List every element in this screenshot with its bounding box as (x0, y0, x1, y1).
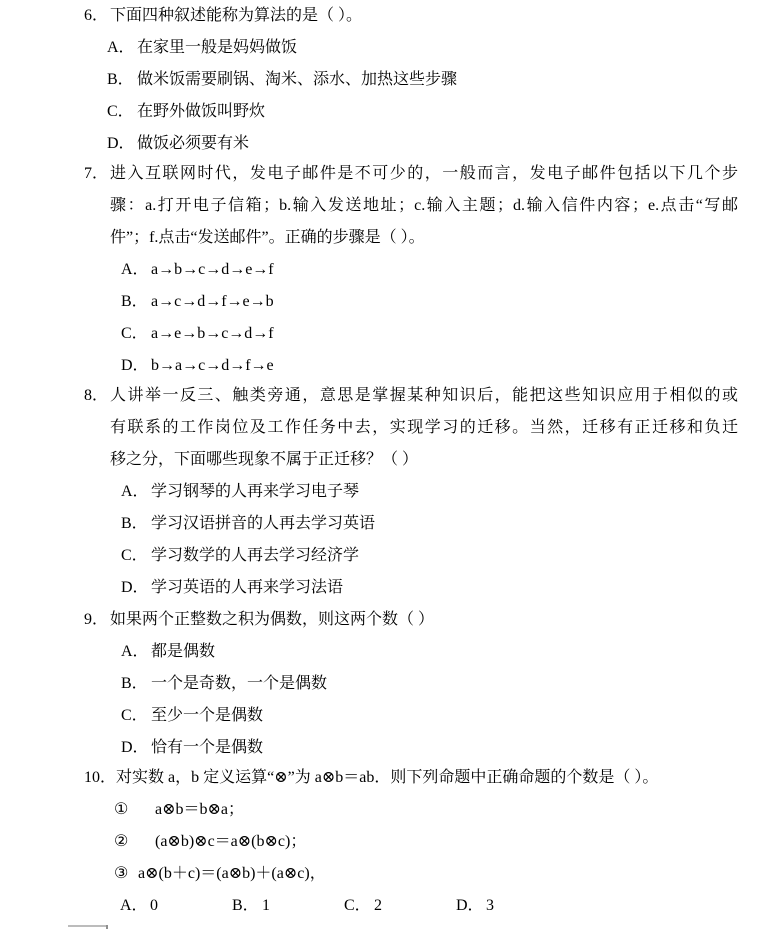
question-7 (0, 158, 783, 382)
option-text: 都是偶数 (151, 643, 216, 660)
option-label: D． (121, 357, 149, 374)
option-label: A． (120, 897, 148, 914)
question-9-stem (110, 604, 738, 636)
cropped-table-edge-artifact (68, 925, 108, 927)
question-6-stem (110, 0, 738, 32)
option-label: C． (107, 103, 134, 120)
option-text: 在家里一般是妈妈做饭 (137, 39, 298, 56)
option-text: a→e→b→c→d→f (151, 325, 274, 342)
option-text: a→b→c→d→e→f (151, 261, 274, 278)
option-text: 学习钢琴的人再来学习电子琴 (151, 483, 360, 500)
question-9-stem-line: 如果两个正整数之积为偶数，则这两个数（ ） (110, 611, 435, 628)
question-6-stem-line: 下面四种叙述能称为算法的是（ ）。 (110, 7, 363, 24)
question-8 (0, 380, 783, 604)
option-label: B． (121, 675, 148, 692)
question-10 (0, 762, 783, 922)
question-7-stem-line: 骤：a.打开电子信箱；b.输入发送地址；c.输入主题；d.输入信件内容；e.点击“写邮 (110, 197, 738, 214)
option-text: 学习数学的人再去学习经济学 (151, 547, 360, 564)
question-7-option-c (121, 318, 783, 350)
question-8-option-b (121, 508, 783, 540)
question-6-option-a (107, 32, 783, 64)
option-text: a→c→d→f→e→b (151, 293, 274, 310)
option-label: C． (344, 897, 371, 914)
question-8-stem-line: 人讲举一反三、触类旁通，意思是掌握某种知识后，能把这些知识应用于相似的或 (110, 387, 738, 404)
question-8-stem-row (84, 380, 783, 476)
question-9-stem-row (84, 604, 783, 636)
question-7-option-b (121, 286, 783, 318)
option-label: D． (121, 739, 149, 756)
question-9-option-b (121, 668, 783, 700)
option-label: B． (107, 71, 134, 88)
question-8-stem-line: 移之分，下面哪些现象不属于正迁移？（ ） (110, 451, 419, 468)
question-10-stem (116, 762, 744, 794)
option-label: D． (121, 579, 149, 596)
option-text: 1 (262, 897, 270, 914)
question-8-stem (110, 380, 738, 476)
question-8-option-a (121, 476, 783, 508)
option-text: 3 (486, 897, 494, 914)
statement-text: a⊗(b＋c)＝(a⊗b)＋(a⊗c)， (138, 865, 326, 882)
question-10-stem-row (84, 762, 783, 794)
option-label: D． (456, 897, 484, 914)
question-7-stem-line: 件”；f.点击“发送邮件”。正确的步骤是（ ）。 (110, 229, 425, 246)
question-8-option-c (121, 540, 783, 572)
question-9 (0, 604, 783, 764)
question-6-option-b (107, 64, 783, 96)
question-7-number: 7． (84, 165, 109, 182)
question-7-stem-line: 进入互联网时代，发电子邮件是不可少的，一般而言，发电子邮件包括以下几个步 (110, 165, 738, 182)
option-label: A． (121, 261, 149, 278)
question-8-option-d (121, 572, 783, 604)
option-text: 一个是奇数，一个是偶数 (151, 675, 328, 692)
question-10-option-a (120, 890, 232, 922)
option-label: D． (107, 135, 135, 152)
question-7-option-a (121, 254, 783, 286)
question-10-statement-2 (114, 826, 783, 858)
statement-text: (a⊗b)⊗c＝a⊗(b⊗c)； (155, 833, 307, 850)
question-9-option-d (121, 732, 783, 764)
question-7-stem-row (84, 158, 783, 254)
option-label: B． (232, 897, 259, 914)
option-label: A． (121, 483, 149, 500)
option-text: 在野外做饭叫野炊 (137, 103, 266, 120)
option-label: A． (121, 643, 149, 660)
option-text: 2 (374, 897, 382, 914)
option-label: A． (107, 39, 135, 56)
question-10-statement-3 (114, 858, 783, 890)
question-9-option-a (121, 636, 783, 668)
question-6-option-c (107, 96, 783, 128)
question-10-stem-line: 对实数 a，b 定义运算“⊗”为 a⊗b＝ab．则下列命题中正确命题的个数是（ ）。 (116, 769, 659, 786)
question-10-statement-1 (114, 794, 783, 826)
question-10-number: 10． (84, 769, 117, 786)
question-6-option-d (107, 128, 783, 160)
question-8-stem-line: 有联系的工作岗位及工作任务中去，实现学习的迁移。当然，迁移有正迁移和负迁 (110, 419, 738, 436)
question-9-option-c (121, 700, 783, 732)
question-7-option-d (121, 350, 783, 382)
statement-number: ③ (114, 865, 129, 882)
question-6-number: 6． (84, 7, 109, 24)
question-10-option-c (344, 890, 456, 922)
statement-number: ② (114, 833, 129, 850)
question-6 (0, 0, 783, 160)
option-label: B． (121, 515, 148, 532)
option-label: C． (121, 547, 148, 564)
option-text: 做米饭需要刷锅、淘米、添水、加热这些步骤 (137, 71, 458, 88)
table-corner-tick (106, 925, 108, 929)
question-6-stem-row (84, 0, 783, 32)
option-text: 学习汉语拼音的人再去学习英语 (151, 515, 376, 532)
option-text: 恰有一个是偶数 (151, 739, 264, 756)
option-label: B． (121, 293, 148, 310)
option-text: b→a→c→d→f→e (151, 357, 274, 374)
question-10-option-d (456, 890, 568, 922)
question-9-number: 9． (84, 611, 109, 628)
question-10-option-b (232, 890, 344, 922)
option-text: 学习英语的人再来学习法语 (151, 579, 344, 596)
option-label: C． (121, 707, 148, 724)
question-8-number: 8． (84, 387, 109, 404)
statement-text: a⊗b＝b⊗a； (155, 801, 245, 818)
option-label: C． (121, 325, 148, 342)
question-10-options-row (120, 890, 783, 922)
statement-number: ① (114, 801, 129, 818)
question-7-stem (110, 158, 738, 254)
option-text: 0 (150, 897, 158, 914)
option-text: 做饭必须要有米 (137, 135, 250, 152)
option-text: 至少一个是偶数 (151, 707, 264, 724)
